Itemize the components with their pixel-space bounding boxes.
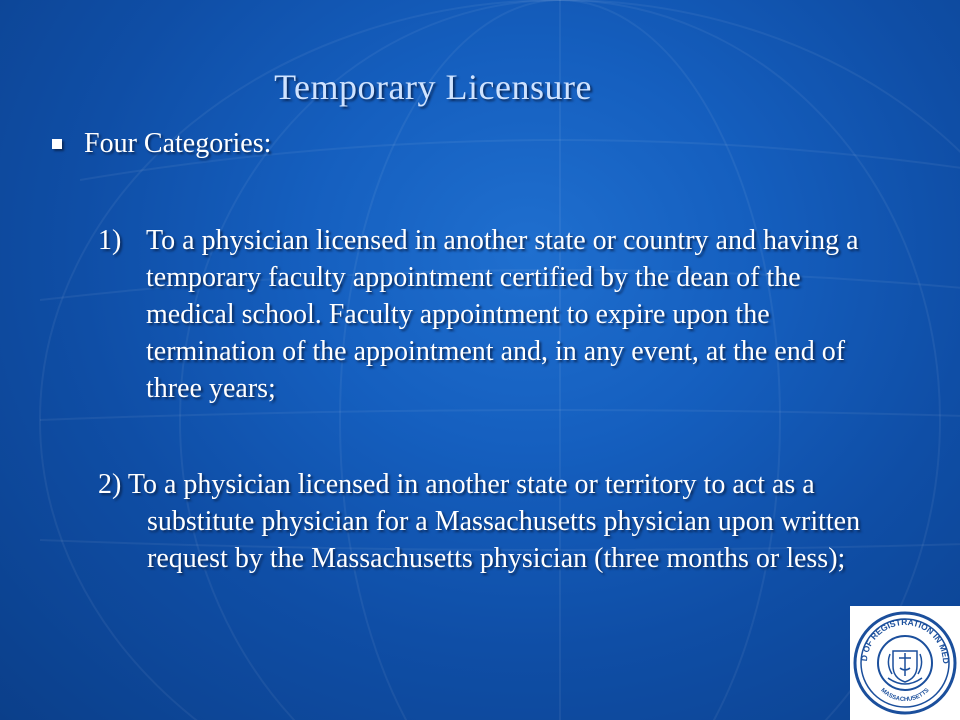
bullet-four-categories — [52, 128, 271, 160]
category-item-1-number: 1) — [98, 225, 122, 256]
slide-title: Temporary Licensure — [274, 67, 592, 107]
seal-bottom-text: MASSACHUSETTS — [879, 687, 931, 704]
category-item-1-text: To a physician licensed in another state or country and having a temporary faculty appointment certified by the dean of the medical school. Faculty appointment to expire upon the termination of the appointment and, in any event, at the end of three years; — [146, 225, 859, 404]
square-bullet-icon — [52, 139, 62, 149]
category-item-2: 2) To a physician licensed in another state or territory to act as a substitute physician for a Massachusetts physician upon written request by the Massachusetts physician (three months or less); — [98, 469, 861, 574]
board-seal-logo — [850, 606, 960, 720]
seal-emblem-icon — [850, 606, 960, 720]
seal-ring-text: D OF REGISTRATION IN MED — [858, 616, 952, 665]
bullet-text: Four Categories: — [84, 128, 272, 159]
category-item-1 — [98, 222, 878, 407]
